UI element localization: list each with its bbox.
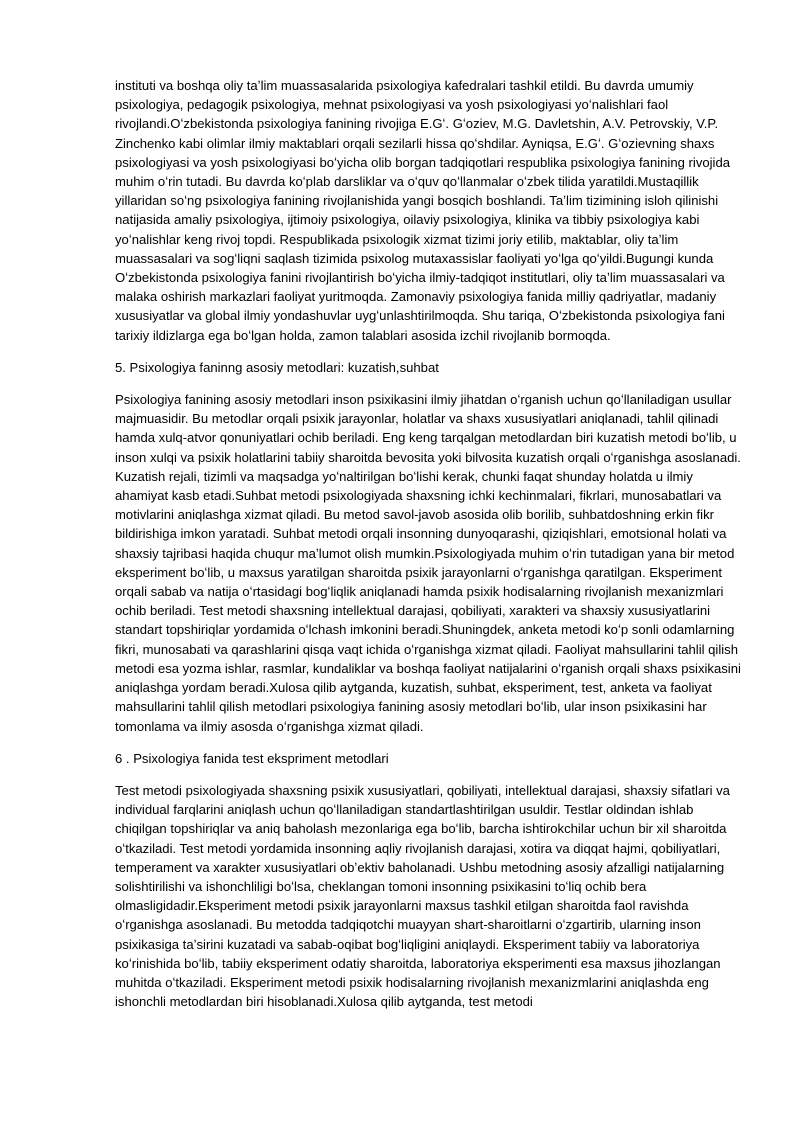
section-5-paragraph: Psixologiya fanining asosiy metodlari inson psixikasini ilmiy jihatdan oʻrganish uchun qoʻllaniladigan usullar majmuasidir. Bu metodlar orqali psixik jarayonlar, holatlar va shaxs xususiyatlari aniqlanadi, tahlil qilinadi hamda xulq-atvor qonuniyatlari ochib beriladi. Eng keng tarqalgan metodlardan biri kuzatish metodi boʻlib, u inson xulqi va psixik holatlarini tabiiy sharoitda bevosita yoki bilvosita kuzatish orqali oʻrganishga asoslanadi. Kuzatish rejali, tizimli va maqsadga yoʻnaltirilgan boʻlishi kerak, chunki faqat shunday holatda u ilmiy ahamiyat kasb etadi.Suhbat metodi psixologiyada shaxsning ichki kechinmalari, fikrlari, munosabatlari va motivlarini aniqlashga xizmat qiladi. Bu metod savol-javob asosida olib borilib, suhbatdoshning erkin fikr bildirishiga imkon yaratadi. Suhbat metodi orqali insonning dunyoqarashi, qiziqishlari, emotsional holati va shaxsiy tajribasi haqida chuqur maʼlumot olish mumkin.Psixologiyada muhim oʻrin tutadigan yana bir metod eksperiment boʻlib, u maxsus yaratilgan sharoitda psixik jarayonlarni oʻrganishga qaratilgan. Eksperiment orqali sabab va natija oʻrtasidagi bogʻliqlik aniqlanadi hamda psixik hodisalarning rivojlanish mexanizmlari ochib beriladi. Test metodi shaxsning intellektual darajasi, qobiliyati, xarakteri va shaxsiy xususiyatlarini standart topshiriqlar yordamida oʻlchash imkonini beradi.Shuningdek, anketa metodi koʻp sonli odamlarning fikri, munosabati va qarashlarini qisqa vaqt ichida oʻrganishga xizmat qiladi. Faoliyat mahsullarini tahlil qilish metodi esa yozma ishlar, rasmlar, kundaliklar va boshqa faoliyat natijalarini oʻrganish orqali shaxs psixikasini aniqlashga yordam beradi.Xulosa qilib aytganda, kuzatish, suhbat, eksperiment, test, anketa va faoliyat mahsullarini tahlil qilish metodlari psixologiya fanining asosiy metodlari boʻlib, ular inson psixikasini har tomonlama va ilmiy asosda oʻrganishga xizmat qiladi. (115, 392, 741, 734)
section-6-heading: 6 . Psixologiya fanida test ekspriment metodlari (115, 750, 389, 766)
section-5-heading: 5. Psixologiya faninng asosiy metodlari: kuzatish,suhbat (115, 359, 439, 375)
intro-paragraph: instituti va boshqa oliy taʼlim muassasalarida psixologiya kafedralari tashkil etildi. Bu davrda umumiy psixologiya, pedagogik psixologiya, mehnat psixologiyasi va yosh psixologiyasi yoʻnalishlari faol rivojlandi.Oʻzbekistonda psixologiya fanining rivojiga E.Gʻ. Gʻoziev, M.G. Davletshin, A.V. Petrovskiy, V.P. Zinchenko kabi olimlar ilmiy maktablari orqali sezilarli hissa qoʻshdilar. Ayniqsa, E.Gʻ. Gʻozievning shaxs psixologiyasi va yosh psixologiyasi boʻyicha olib borgan tadqiqotlari respublika psixologiya fanining rivojida muhim oʻrin tutadi. Bu davrda koʻplab darsliklar va oʻquv qoʻllanmalar oʻzbek tilida yaratildi.Mustaqillik yillaridan soʻng psixologiya fanining rivojlanishida yangi bosqich boshlandi. Taʼlim tizimining isloh qilinishi natijasida amaliy psixologiya, ijtimoiy psixologiya, oilaviy psixologiya, klinika va tibbiy psixologiya kabi yoʻnalishlar keng rivoj topdi. Respublikada psixologik xizmat tizimi joriy etilib, maktablar, oliy taʼlim muassasalari va sogʻliqni saqlash tizimida psixolog mutaxassislar faoliyati yoʻlga qoʻyildi.Bugungi kunda Oʻzbekistonda psixologiya fanini rivojlantirish boʻyicha ilmiy-tadqiqot institutlari, oliy taʼlim muassasalari va malaka oshirish markazlari faoliyat yuritmoqda. Zamonaviy psixologiya fanida milliy qadriyatlar, madaniy xususiyatlar va global ilmiy yondashuvlar uygʻunlashtirilmoqda. Shu tariqa, Oʻzbekistonda psixologiya fani tarixiy ildizlarga ega boʻlgan holda, zamon talablari asosida izchil rivojlanib bormoqda. (115, 78, 731, 343)
section-6-paragraph: Test metodi psixologiyada shaxsning psixik xususiyatlari, qobiliyati, intellektual darajasi, shaxsiy sifatlari va individual farqlarini aniqlash uchun qoʻllaniladigan standartlashtirilgan usuldir. Testlar oldindan ishlab chiqilgan topshiriqlar va aniq baholash mezonlariga ega boʻlib, barcha ishtirokchilar uchun bir xil sharoitda oʻtkaziladi. Test metodi yordamida insonning aqliy rivojlanish darajasi, xotira va diqqat hajmi, qobiliyatlari, temperament va xarakter xususiyatlari obʼektiv baholanadi. Ushbu metodning asosiy afzalligi natijalarning solishtirilishi va ishonchliligi boʻlsa, cheklangan tomoni insonning psixikasini toʻliq ochib bera olmasligidadir.Eksperiment metodi psixik jarayonlarni maxsus tashkil etilgan sharoitda faol ravishda oʻrganishga asoslanadi. Bu metodda tadqiqotchi muayyan shart-sharoitlarni oʻzgartirib, ularning inson psixikasiga taʼsirini kuzatadi va sabab-oqibat bogʻliqligini aniqlaydi. Eksperiment tabiiy va laboratoriya koʻrinishida boʻlib, tabiiy eksperiment odatiy sharoitda, laboratoriya eksperimenti esa maxsus jihozlangan muhitda oʻtkaziladi. Eksperiment metodi psixik hodisalarning rivojlanish mexanizmlarini aniqlashda eng ishonchli metodlardan biri hisoblanadi.Xulosa qilib aytganda, test metodi (115, 782, 730, 1010)
